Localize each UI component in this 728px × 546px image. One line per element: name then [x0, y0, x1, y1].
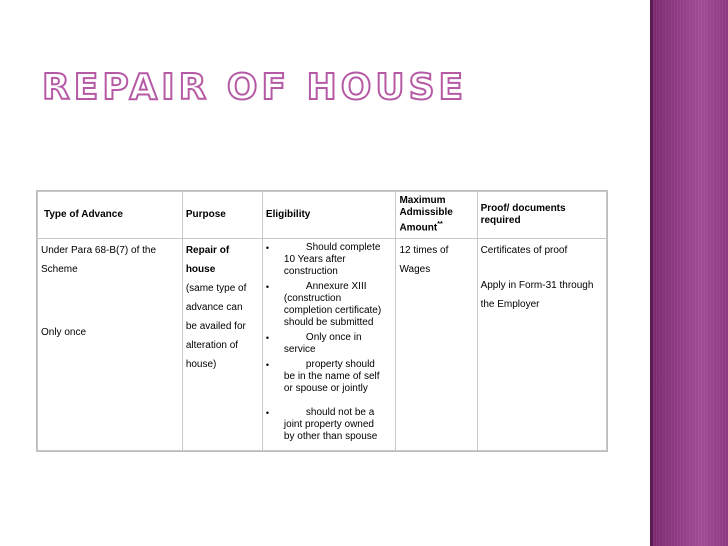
purpose-line1: Repair of [185, 245, 230, 256]
advance-table-container [36, 190, 608, 452]
eligibility-line: or spouse or jointly [283, 383, 368, 394]
header-maximum-footnote-mark: ** [437, 221, 443, 229]
proof-line2: Apply in Form-31 through [480, 280, 594, 291]
type-spacer [41, 279, 179, 323]
header-proof-line2: required [480, 215, 521, 226]
eligibility-line: property should [305, 359, 375, 370]
eligibility-text [284, 281, 393, 329]
table-row [38, 239, 607, 451]
bullet-icon: • [265, 360, 270, 370]
header-eligibility [262, 192, 396, 239]
header-maximum-line3 [399, 219, 473, 234]
purpose-line7: house) [185, 359, 217, 370]
type-line2: Scheme [41, 264, 78, 275]
eligibility-text [284, 332, 393, 356]
decorative-side-band [650, 0, 728, 546]
eligibility-line: completion certificate) [283, 305, 382, 316]
header-purpose-label: Purpose [185, 209, 226, 220]
bullet-icon: • [265, 408, 270, 418]
purpose-line4: advance can [185, 302, 243, 313]
header-maximum-amount [396, 192, 477, 239]
purpose-line5: be availed for [185, 321, 246, 332]
eligibility-line: Annexure XIII [305, 281, 367, 292]
eligibility-item [266, 359, 393, 395]
bullet-icon: • [265, 333, 270, 343]
bullet-icon: • [265, 282, 270, 292]
advance-table [37, 191, 607, 451]
eligibility-spacer [266, 398, 393, 407]
amount-line2: Wages [399, 264, 431, 275]
header-purpose [182, 192, 262, 239]
eligibility-line: 10 Years after [283, 254, 346, 265]
eligibility-item [266, 281, 393, 329]
header-eligibility-label: Eligibility [265, 209, 311, 220]
type-line1: Under Para 68-B(7) of the [41, 245, 157, 256]
eligibility-text [284, 242, 393, 278]
proof-spacer [481, 260, 603, 276]
eligibility-line: (construction [283, 293, 342, 304]
header-maximum-line1: Maximum [399, 195, 446, 207]
header-maximum-line2: Admissible [399, 207, 453, 219]
proof-line3: the Employer [480, 299, 540, 310]
eligibility-line: should be submitted [283, 317, 374, 328]
purpose-line2: house [185, 264, 216, 275]
eligibility-line: Should complete [305, 242, 381, 253]
header-type-of-advance [38, 192, 183, 239]
cell-maximum-amount [396, 239, 477, 451]
header-maximum-line3-text: Amount [399, 222, 438, 234]
eligibility-text [284, 359, 393, 395]
cell-type-of-advance [38, 239, 183, 451]
eligibility-line: construction [283, 266, 338, 277]
cell-purpose [182, 239, 262, 451]
header-proof [477, 192, 606, 239]
header-type-of-advance-label: Type of Advance [44, 209, 123, 220]
cell-proof [477, 239, 606, 451]
amount-line1: 12 times of [399, 245, 449, 256]
eligibility-line: by other than spouse [283, 431, 378, 442]
eligibility-line: joint property owned [283, 419, 374, 430]
eligibility-item [266, 332, 393, 356]
proof-line1: Certificates of proof [480, 245, 568, 256]
eligibility-line: service [283, 344, 316, 355]
cell-eligibility [262, 239, 396, 451]
header-proof-line1: Proof/ documents [480, 203, 566, 214]
table-header-row [38, 192, 607, 239]
purpose-line3: (same type of [185, 283, 247, 294]
eligibility-text [284, 407, 393, 443]
purpose-line6: alteration of [185, 340, 239, 351]
type-line3: Only once [41, 327, 87, 338]
eligibility-line: be in the name of self [283, 371, 380, 382]
eligibility-line: Only once in [305, 332, 362, 343]
slide-title: REPAIR OF HOUSE [42, 67, 468, 108]
eligibility-item [266, 242, 393, 278]
bullet-icon: • [265, 243, 270, 253]
eligibility-line: should not be a [305, 407, 375, 418]
eligibility-item [266, 407, 393, 443]
